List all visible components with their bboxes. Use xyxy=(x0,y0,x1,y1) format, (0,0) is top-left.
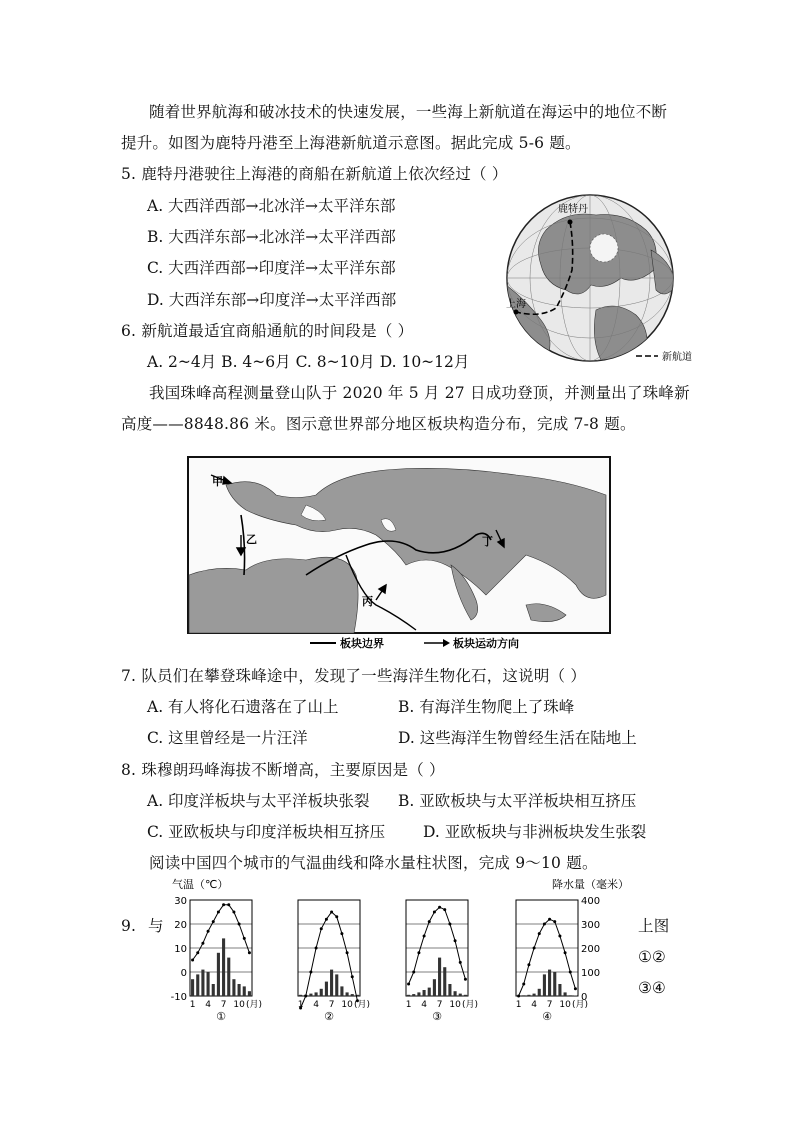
plate-tectonic-map xyxy=(186,455,612,651)
precip-bar xyxy=(325,982,328,996)
climate-charts xyxy=(160,874,629,1034)
precip-bar xyxy=(232,979,235,996)
precip-bar xyxy=(438,958,441,996)
precip-bar xyxy=(433,979,436,996)
precip-bar xyxy=(553,972,556,996)
temp-point xyxy=(417,951,420,954)
label-yi: 乙 xyxy=(246,533,257,546)
month-tick-label: 1 xyxy=(297,1000,304,1010)
temp-line xyxy=(301,912,358,1008)
temp-point xyxy=(553,920,556,923)
temp-point xyxy=(423,935,426,938)
temp-point xyxy=(448,923,451,926)
temp-point xyxy=(320,927,323,930)
question-5-option-b[interactable]: B. 大西洋东部→北冰洋→太平洋西部 xyxy=(147,228,396,246)
question-7-option-b[interactable]: B. 有海洋生物爬上了珠峰 xyxy=(398,698,575,716)
label-ding: 丁 xyxy=(482,535,493,548)
precip-bar xyxy=(558,984,561,996)
intro-5-6-line2: 提升。如图为鹿特丹港至上海港新航道示意图。据此完成 5-6 题。 xyxy=(121,134,581,152)
legend-motion-arrow xyxy=(443,639,450,647)
temp-tick-label: 10 xyxy=(174,944,187,955)
precip-tick-label: 0 xyxy=(581,992,588,1003)
temp-point xyxy=(330,911,333,914)
precip-bar xyxy=(454,991,457,996)
precip-bar xyxy=(533,994,536,996)
month-tick-label: 4 xyxy=(205,1000,211,1010)
temp-point xyxy=(325,918,328,921)
temp-point xyxy=(533,947,536,950)
precip-tick-label: 100 xyxy=(581,968,601,979)
temp-point xyxy=(232,911,235,914)
temp-point xyxy=(212,920,215,923)
precip-bar xyxy=(222,938,225,996)
temp-point xyxy=(517,995,520,998)
precip-bar xyxy=(227,958,230,996)
temp-point xyxy=(569,971,572,974)
precip-bar xyxy=(335,974,338,996)
precip-bar xyxy=(309,994,312,996)
temp-point xyxy=(227,903,230,906)
precip-bar xyxy=(564,992,567,996)
chart-number-label: ③ xyxy=(432,1010,442,1023)
precip-bar xyxy=(238,984,241,996)
precip-bar xyxy=(248,991,251,996)
month-tick-label: 4 xyxy=(531,1000,537,1010)
question-5-option-d[interactable]: D. 大西洋东部→印度洋→太平洋西部 xyxy=(147,291,397,309)
temp-point xyxy=(464,978,467,981)
question-7-option-c[interactable]: C. 这里曾经是一片汪洋 xyxy=(147,729,308,747)
month-tick-label: 10 xyxy=(341,1000,353,1010)
month-tick-label: 4 xyxy=(313,1000,319,1010)
temp-point xyxy=(243,937,246,940)
legend-boundary-label: 板块边界 xyxy=(340,637,384,650)
month-tick-label: 10 xyxy=(559,1000,571,1010)
month-tick-label: 7 xyxy=(328,1000,335,1010)
temp-point xyxy=(304,995,307,998)
month-unit-label: (月) xyxy=(246,1000,263,1010)
temp-point xyxy=(574,987,577,990)
precip-bar xyxy=(543,974,546,996)
precip-tick-label: 400 xyxy=(581,896,601,907)
temp-tick-label: -10 xyxy=(170,992,187,1003)
month-tick-label: 4 xyxy=(421,1000,427,1010)
question-7-stem: 7. 队员们在攀登珠峰途中，发现了一些海洋生物化石，这说明（ ） xyxy=(121,667,587,685)
month-tick-label: 7 xyxy=(436,1000,443,1010)
month-unit-label: (月) xyxy=(462,1000,479,1010)
precip-tick-label: 200 xyxy=(581,944,601,955)
precip-bar xyxy=(443,967,446,996)
month-tick-label: 7 xyxy=(546,1000,553,1010)
month-tick-label: 1 xyxy=(189,1000,196,1010)
precip-bar xyxy=(459,994,462,996)
temp-point xyxy=(340,932,343,935)
left-axis-title: 气温（℃） xyxy=(172,878,229,891)
legend-motion-label: 板块运动方向 xyxy=(453,637,519,650)
precip-bar xyxy=(243,986,246,996)
intro-9-10: 阅读中国四个城市的气温曲线和降水量柱状图，完成 9～10 题。 xyxy=(149,854,598,872)
temp-point xyxy=(196,951,199,954)
temp-point xyxy=(428,920,431,923)
question-9-right-text: 上图 xyxy=(638,917,670,935)
precip-bar xyxy=(196,974,199,996)
temp-point xyxy=(459,961,462,964)
question-8-option-b[interactable]: B. 亚欧板块与太平洋板块相互挤压 xyxy=(398,792,637,810)
label-rotterdam: 鹿特丹 xyxy=(558,204,588,215)
temp-point xyxy=(207,930,210,933)
temp-point xyxy=(564,951,567,954)
temp-point xyxy=(538,932,541,935)
temp-point xyxy=(407,983,410,986)
precip-bar xyxy=(330,970,333,996)
precip-bar xyxy=(191,979,194,996)
temp-point xyxy=(454,939,457,942)
temp-line xyxy=(409,907,466,984)
month-tick-label: 1 xyxy=(405,1000,412,1010)
chart-number-label: ④ xyxy=(542,1010,552,1023)
temp-point xyxy=(548,918,551,921)
temp-line xyxy=(519,919,576,996)
question-6-options[interactable]: A. 2~4月 B. 4~6月 C. 8~10月 D. 10~12月 xyxy=(147,353,470,371)
temp-point xyxy=(201,942,204,945)
label-jia: 甲 xyxy=(212,475,223,488)
question-7-option-a[interactable]: A. 有人将化石遗落在了山上 xyxy=(147,698,339,716)
temp-point xyxy=(309,971,312,974)
month-unit-label: (月) xyxy=(354,1000,371,1010)
intro-7-8-line1: 我国珠峰高程测量登山队于 2020 年 5 月 27 日成功登顶，并测量出了珠峰新 xyxy=(149,384,690,402)
precip-bar xyxy=(315,992,318,996)
precip-bar xyxy=(299,995,302,996)
precip-bar xyxy=(217,953,220,996)
precip-bar xyxy=(464,995,467,996)
temp-line xyxy=(193,905,250,960)
month-tick-label: 10 xyxy=(449,1000,461,1010)
climate-chart-2 xyxy=(298,900,370,1023)
question-5-option-a[interactable]: A. 大西洋西部→北冰洋→太平洋东部 xyxy=(147,197,396,215)
label-shanghai: 上海 xyxy=(506,299,526,310)
question-5-stem: 5. 鹿特丹港驶往上海港的商船在新航道上依次经过（ ） xyxy=(121,165,508,183)
question-8-option-c[interactable]: C. 亚欧板块与印度洋板块相互挤压 xyxy=(147,823,386,841)
climate-chart-1 xyxy=(171,896,262,1023)
precip-bar xyxy=(569,995,572,996)
precip-bar xyxy=(522,995,525,996)
precip-bar xyxy=(428,988,431,996)
month-tick-label: 10 xyxy=(233,1000,245,1010)
precip-bar xyxy=(548,970,551,996)
question-8-stem: 8. 珠穆朗玛峰海拔不断增高，主要原因是（ ） xyxy=(121,761,445,779)
temp-point xyxy=(543,923,546,926)
precip-bar xyxy=(407,995,410,996)
intro-7-8-line2: 高度——8848.86 米。图示意世界部分地区板块构造分布，完成 7-8 题。 xyxy=(121,415,636,433)
chart-number-label: ② xyxy=(324,1010,334,1023)
precip-bar xyxy=(538,989,541,996)
right-axis-title: 降水量（毫米） xyxy=(552,878,629,891)
temp-point xyxy=(433,911,436,914)
temp-point xyxy=(351,975,354,978)
precip-tick-label: 300 xyxy=(581,920,601,931)
temp-point xyxy=(527,963,530,966)
temp-point xyxy=(248,951,251,954)
precip-bar xyxy=(448,984,451,996)
climate-chart-4 xyxy=(516,896,600,1023)
temp-point xyxy=(438,906,441,909)
label-bing: 丙 xyxy=(362,595,373,608)
temp-point xyxy=(335,915,338,918)
precip-bar xyxy=(351,994,354,996)
rotterdam-dot xyxy=(568,220,573,225)
temp-tick-label: 0 xyxy=(180,968,187,979)
legend-new-route-label: 新航道 xyxy=(662,352,692,363)
question-9-prefix: 与 xyxy=(148,917,164,935)
question-6-stem: 6. 新航道最适宜商船通航的时间段是（ ） xyxy=(121,322,414,340)
temp-point xyxy=(222,903,225,906)
precip-bar xyxy=(207,972,210,996)
temp-point xyxy=(522,983,525,986)
shanghai-dot xyxy=(514,310,519,315)
question-9-option-34[interactable]: ③④ xyxy=(638,979,666,997)
question-9-number: 9. xyxy=(121,917,137,935)
question-8-option-d[interactable]: D. 亚欧板块与非洲板块发生张裂 xyxy=(423,823,647,841)
temp-point xyxy=(443,908,446,911)
month-unit-label: (月) xyxy=(572,1000,589,1010)
question-9-option-12[interactable]: ①② xyxy=(638,948,666,966)
climate-chart-3 xyxy=(406,900,478,1023)
chart-number-label: ① xyxy=(216,1010,226,1023)
temp-point xyxy=(412,971,415,974)
precip-bar xyxy=(527,995,530,996)
globe-route-map xyxy=(486,190,700,370)
precip-bar xyxy=(417,992,420,996)
question-8-option-a[interactable]: A. 印度洋板块与太平洋板块张裂 xyxy=(147,792,370,810)
temp-point xyxy=(558,935,561,938)
precip-bar xyxy=(346,992,349,996)
month-tick-label: 7 xyxy=(220,1000,227,1010)
temp-point xyxy=(238,923,241,926)
question-5-option-c[interactable]: C. 大西洋西部→印度洋→太平洋东部 xyxy=(147,259,396,277)
month-tick-label: 1 xyxy=(515,1000,522,1010)
temp-point xyxy=(315,947,318,950)
precip-bar xyxy=(340,986,343,996)
temp-point xyxy=(346,951,349,954)
precip-bar xyxy=(423,990,426,996)
precip-bar xyxy=(212,984,215,996)
precip-bar xyxy=(412,994,415,996)
question-7-option-d[interactable]: D. 这些海洋生物曾经生活在陆地上 xyxy=(398,729,637,747)
precip-bar xyxy=(201,970,204,996)
temp-tick-label: 20 xyxy=(174,920,187,931)
temp-point xyxy=(217,911,220,914)
temp-tick-label: 30 xyxy=(174,896,187,907)
precip-bar xyxy=(320,989,323,996)
intro-5-6-line1: 随着世界航海和破冰技术的快速发展，一些海上新航道在海运中的地位不断 xyxy=(149,103,668,121)
temp-point xyxy=(191,959,194,962)
